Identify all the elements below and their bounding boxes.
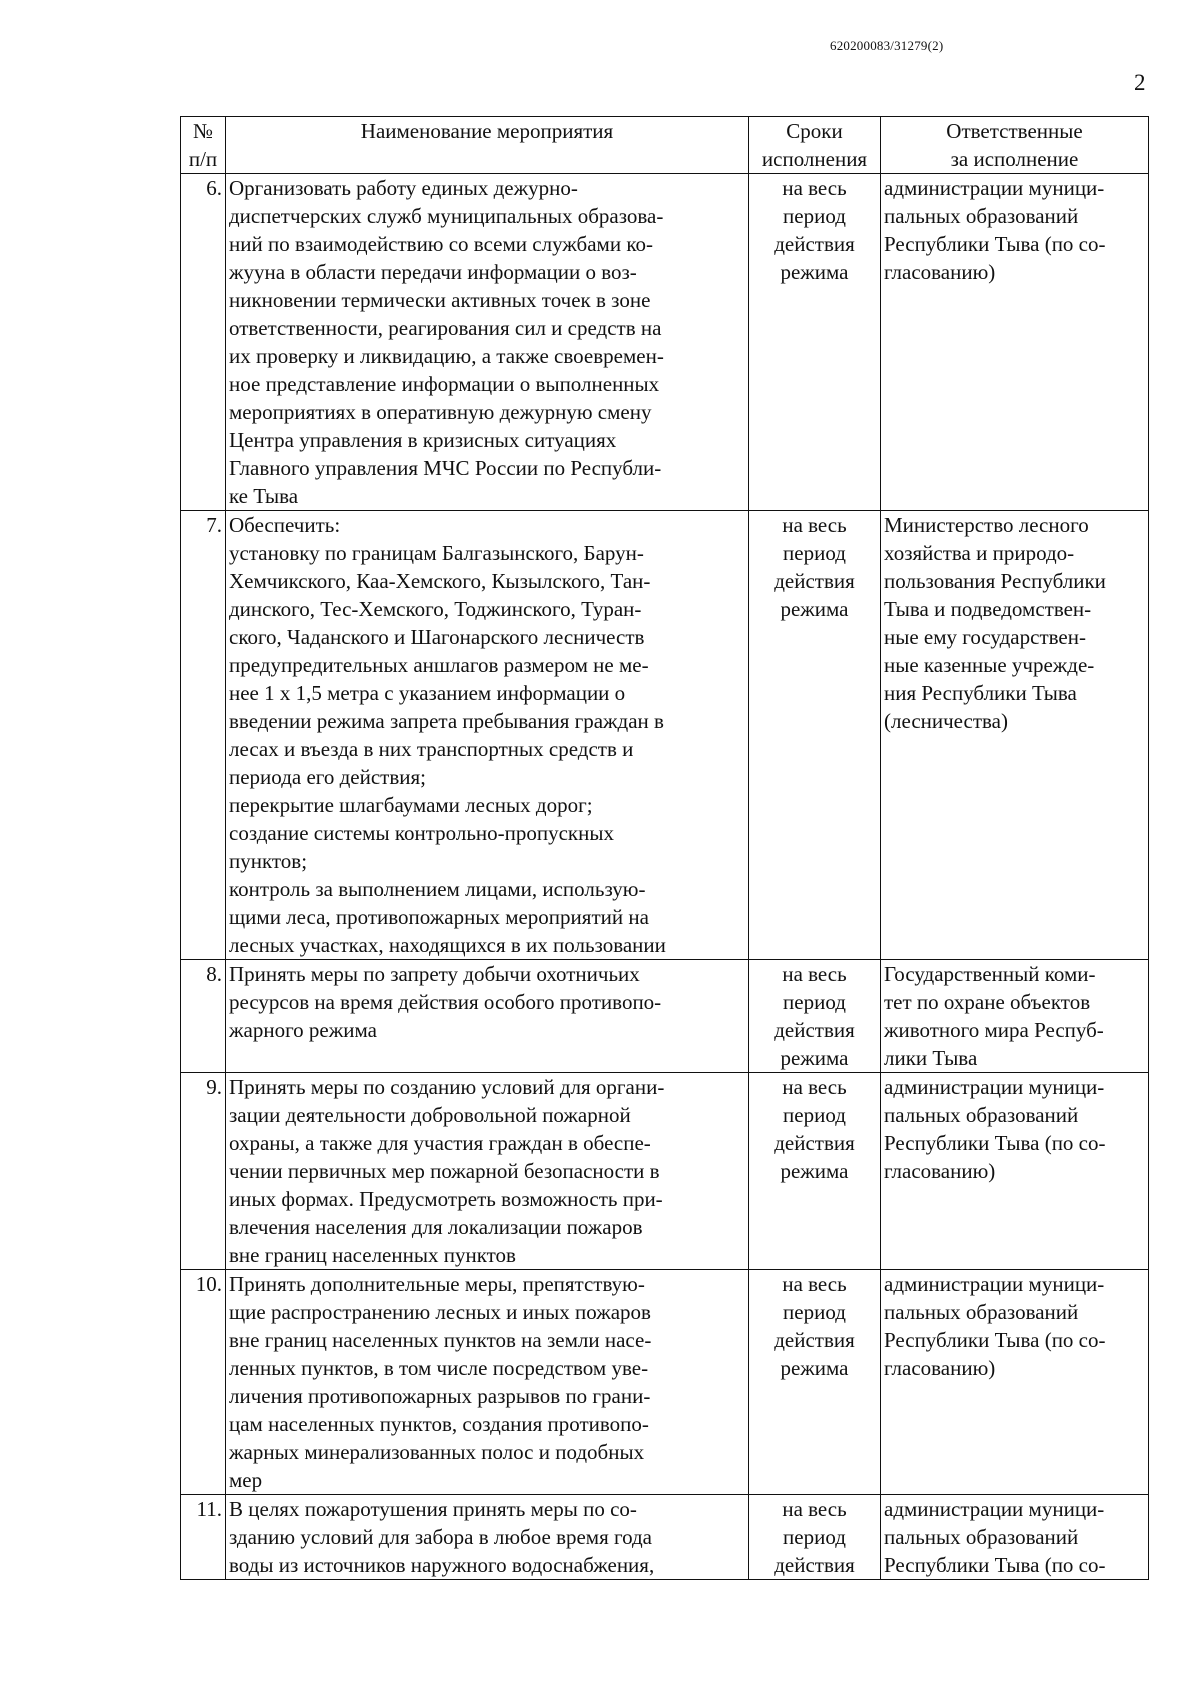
text-line: администрации муници- <box>884 176 1105 200</box>
text-line: создание системы контрольно-пропускных <box>229 821 614 845</box>
text-line: администрации муници- <box>884 1497 1105 1521</box>
text-line: щие распространению лесных и иных пожаров <box>229 1300 651 1324</box>
text-line: никновении термически активных точек в зоне <box>229 288 651 312</box>
text-line: цам населенных пунктов, создания противопо- <box>229 1412 649 1436</box>
text-line: ния Республики Тыва <box>884 681 1077 705</box>
text-line: пальных образований <box>884 1103 1079 1127</box>
text-line: Наименование мероприятия <box>360 119 614 143</box>
text-line: Министерство лесного <box>884 513 1089 537</box>
text-line: диспетчерских служб муниципальных образова- <box>229 204 664 228</box>
text-line: контроль за выполнением лицами, использую- <box>229 877 646 901</box>
text-line: режима <box>780 1046 849 1070</box>
text-line: Принять дополнительные меры, препятствую- <box>229 1272 645 1296</box>
text-line: вне границ населенных пунктов на земли насе- <box>229 1328 652 1352</box>
row-number: 11. <box>181 1495 226 1580</box>
text-line: период <box>783 541 846 565</box>
text-line: п/п <box>188 147 218 171</box>
row-measure <box>226 1495 749 1580</box>
row-deadline <box>749 1495 881 1580</box>
text-line: Ответственные <box>946 119 1083 143</box>
text-line: перекрытие шлагбаумами лесных дорог; <box>229 793 593 817</box>
text-line: лесах и въезда в них транспортных средств и <box>229 737 634 761</box>
text-line: исполнения <box>761 147 868 171</box>
row-number: 10. <box>181 1270 226 1495</box>
measures-table <box>180 116 1149 1580</box>
table-row <box>181 960 1149 1073</box>
text-line: режима <box>780 260 849 284</box>
header-number <box>181 117 226 174</box>
text-line: режима <box>780 1159 849 1183</box>
row-deadline <box>749 960 881 1073</box>
text-line: пальных образований <box>884 1300 1079 1324</box>
text-line: гласованию) <box>884 1159 996 1183</box>
text-line: периода его действия; <box>229 765 426 789</box>
row-responsible <box>881 1495 1149 1580</box>
text-line: период <box>783 1300 846 1324</box>
text-line: на весь <box>782 962 847 986</box>
text-line: действия <box>774 232 855 256</box>
row-number: 6. <box>181 174 226 511</box>
text-line: ского, Чаданского и Шагонарского лесничеств <box>229 625 645 649</box>
text-line: ные ему государствен- <box>884 625 1086 649</box>
text-line: пальных образований <box>884 1525 1079 1549</box>
header-responsible <box>881 117 1149 174</box>
text-line: установку по границам Балгазынского, Барун- <box>229 541 644 565</box>
table-row <box>181 1495 1149 1580</box>
table-row <box>181 1073 1149 1270</box>
text-line: режима <box>780 1356 849 1380</box>
text-line: на весь <box>782 513 847 537</box>
text-line: личения противопожарных разрывов по грани- <box>229 1384 651 1408</box>
text-line: (лесничества) <box>884 709 1008 733</box>
row-deadline <box>749 1073 881 1270</box>
row-measure <box>226 960 749 1073</box>
text-line: зданию условий для забора в любое время года <box>229 1525 652 1549</box>
text-line: Организовать работу единых дежурно- <box>229 176 578 200</box>
text-line: действия <box>774 1131 855 1155</box>
text-line: на весь <box>782 176 847 200</box>
row-measure <box>226 174 749 511</box>
table-row <box>181 1270 1149 1495</box>
text-line: ные казенные учрежде- <box>884 653 1095 677</box>
text-line: жууна в области передачи информации о воз- <box>229 260 637 284</box>
page-number: 2 <box>1134 70 1146 95</box>
text-line: ответственности, реагирования сил и средств на <box>229 316 662 340</box>
table-header-row <box>181 117 1149 174</box>
row-deadline <box>749 1270 881 1495</box>
text-line: вне границ населенных пунктов <box>229 1243 516 1267</box>
text-line: № <box>192 119 214 143</box>
text-line: мер <box>229 1468 263 1492</box>
row-measure <box>226 511 749 960</box>
text-line: Принять меры по созданию условий для органи- <box>229 1075 665 1099</box>
text-line: тет по охране объектов <box>884 990 1091 1014</box>
text-line: жарного режима <box>229 1018 377 1042</box>
text-line: введении режима запрета пребывания граждан в <box>229 709 664 733</box>
text-line: жарных минерализованных полос и подобных <box>229 1440 645 1464</box>
text-line: на весь <box>782 1075 847 1099</box>
text-line: мероприятиях в оперативную дежурную смену <box>229 400 652 424</box>
text-line: воды из источников наружного водоснабжения, <box>229 1553 655 1577</box>
text-line: администрации муници- <box>884 1075 1105 1099</box>
text-line: период <box>783 990 846 1014</box>
text-line: В целях пожаротушения принять меры по со- <box>229 1497 637 1521</box>
text-line: Республики Тыва (по со- <box>884 1553 1106 1577</box>
document-number: 620200083/31279(2) <box>830 38 944 53</box>
text-line: действия <box>774 1553 855 1577</box>
header-deadline <box>749 117 881 174</box>
text-line: Главного управления МЧС России по Республи- <box>229 456 662 480</box>
text-line: Принять меры по запрету добычи охотничьих <box>229 962 640 986</box>
text-line: Республики Тыва (по со- <box>884 1131 1106 1155</box>
text-line: действия <box>774 1328 855 1352</box>
row-number: 7. <box>181 511 226 960</box>
header-measure-name <box>226 117 749 174</box>
text-line: на весь <box>782 1272 847 1296</box>
text-line: ленных пунктов, в том числе посредством уве- <box>229 1356 649 1380</box>
text-line: Сроки <box>786 119 843 143</box>
text-line: пользования Республики <box>884 569 1106 593</box>
row-deadline <box>749 511 881 960</box>
text-line: пальных образований <box>884 204 1079 228</box>
text-line: период <box>783 204 846 228</box>
table-row <box>181 511 1149 960</box>
row-measure <box>226 1270 749 1495</box>
row-responsible <box>881 1270 1149 1495</box>
text-line: ное представление информации о выполненных <box>229 372 660 396</box>
text-line: чении первичных мер пожарной безопасности в <box>229 1159 660 1183</box>
text-line: их проверку и ликвидацию, а также своевремен- <box>229 344 664 368</box>
text-line: Республики Тыва (по со- <box>884 232 1106 256</box>
row-responsible <box>881 1073 1149 1270</box>
text-line: влечения населения для локализации пожаров <box>229 1215 643 1239</box>
text-line: гласованию) <box>884 1356 996 1380</box>
row-deadline <box>749 174 881 511</box>
text-line: лесных участках, находящихся в их пользовании <box>229 933 666 957</box>
text-line: динского, Тес-Хемского, Тоджинского, Туран- <box>229 597 642 621</box>
text-line: Тыва и подведомствен- <box>884 597 1092 621</box>
text-line: действия <box>774 1018 855 1042</box>
text-line: период <box>783 1103 846 1127</box>
text-line: Центра управления в кризисных ситуациях <box>229 428 617 452</box>
text-line: предупредительных аншлагов размером не ме- <box>229 653 649 677</box>
text-line: животного мира Респуб- <box>884 1018 1104 1042</box>
row-number: 9. <box>181 1073 226 1270</box>
text-line: лики Тыва <box>884 1046 978 1070</box>
text-line: нее 1 х 1,5 метра с указанием информации о <box>229 681 626 705</box>
text-line: на весь <box>782 1497 847 1521</box>
text-line: ке Тыва <box>229 484 299 508</box>
text-line: зации деятельности добровольной пожарной <box>229 1103 631 1127</box>
row-number: 8. <box>181 960 226 1073</box>
row-measure <box>226 1073 749 1270</box>
row-responsible <box>881 511 1149 960</box>
text-line: гласованию) <box>884 260 996 284</box>
text-line: ресурсов на время действия особого противопо- <box>229 990 662 1014</box>
text-line: ний по взаимодействию со всеми службами ко- <box>229 232 653 256</box>
row-responsible <box>881 174 1149 511</box>
text-line: администрации муници- <box>884 1272 1105 1296</box>
text-line: Обеспечить: <box>229 513 341 537</box>
table-row <box>181 174 1149 511</box>
text-line: Государственный коми- <box>884 962 1096 986</box>
text-line: Хемчикского, Каа-Хемского, Кызылского, Тан- <box>229 569 651 593</box>
text-line: иных формах. Предусмотреть возможность при- <box>229 1187 663 1211</box>
text-line: за исполнение <box>950 147 1079 171</box>
text-line: Республики Тыва (по со- <box>884 1328 1106 1352</box>
text-line: действия <box>774 569 855 593</box>
text-line: хозяйства и природо- <box>884 541 1075 565</box>
row-responsible <box>881 960 1149 1073</box>
text-line: пунктов; <box>229 849 308 873</box>
text-line: щими леса, противопожарных мероприятий на <box>229 905 649 929</box>
text-line: режима <box>780 597 849 621</box>
text-line: период <box>783 1525 846 1549</box>
text-line: охраны, а также для участия граждан в обеспе- <box>229 1131 651 1155</box>
